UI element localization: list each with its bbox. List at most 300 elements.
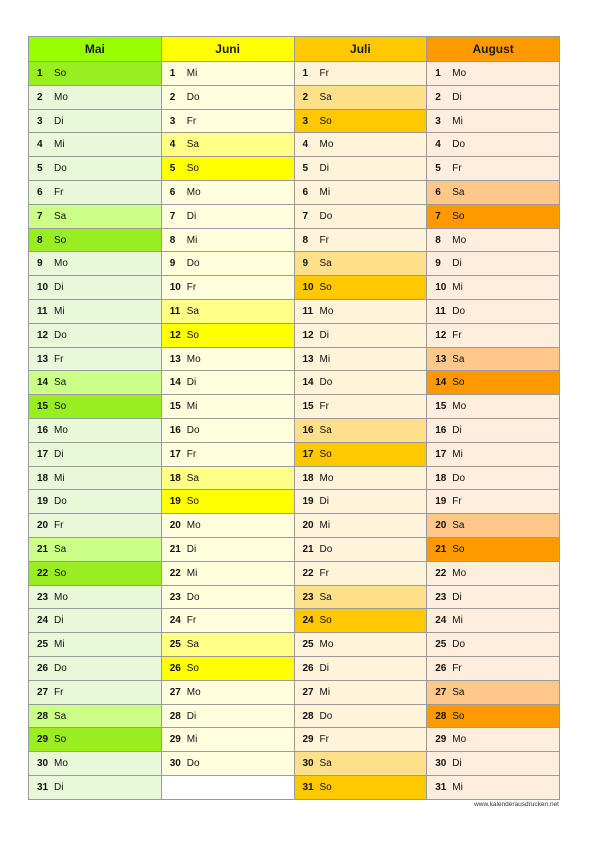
- weekday-label: Do: [319, 377, 333, 389]
- day-number: 16: [37, 424, 49, 436]
- day-cell: [162, 229, 295, 253]
- day-number: 25: [169, 639, 181, 651]
- weekday-label: So: [319, 282, 332, 294]
- month-header: Mai: [29, 37, 162, 62]
- day-cell: [29, 324, 162, 348]
- weekday-label: Mo: [319, 472, 334, 484]
- day-cell: [295, 586, 428, 610]
- month-column-juni: [162, 37, 295, 800]
- day-number: 27: [435, 686, 447, 698]
- weekday-label: Mi: [54, 639, 65, 651]
- weekday-label: Sa: [319, 258, 332, 270]
- day-cell: [295, 62, 428, 86]
- day-number: 22: [435, 567, 447, 579]
- day-cell: [29, 562, 162, 586]
- day-number: 31: [37, 781, 49, 793]
- day-cell: [427, 252, 560, 276]
- day-number: 4: [302, 139, 309, 151]
- day-number: 7: [302, 210, 309, 222]
- day-number: 20: [302, 520, 314, 532]
- day-number: 20: [37, 520, 49, 532]
- weekday-label: Sa: [452, 686, 465, 698]
- day-cell: [29, 538, 162, 562]
- weekday-label: Do: [452, 139, 466, 151]
- day-cell: [29, 419, 162, 443]
- day-cell: [295, 157, 428, 181]
- weekday-label: Mo: [186, 186, 201, 198]
- month-header: Juli: [295, 37, 428, 62]
- day-cell: [162, 371, 295, 395]
- day-number: 19: [435, 496, 447, 508]
- day-cell: [295, 205, 428, 229]
- day-cell: [295, 490, 428, 514]
- day-number: 20: [169, 520, 181, 532]
- day-cell: [162, 252, 295, 276]
- day-number: 2: [169, 91, 176, 103]
- day-cell: [29, 205, 162, 229]
- day-cell: [162, 205, 295, 229]
- month-column-juli: [295, 37, 428, 800]
- day-number: 26: [37, 662, 49, 674]
- weekday-label: Mo: [452, 68, 467, 79]
- weekday-label: Mo: [186, 686, 201, 698]
- day-number: 3: [169, 115, 176, 127]
- weekday-label: Do: [54, 329, 67, 341]
- weekday-label: So: [452, 710, 465, 722]
- day-cell: [162, 633, 295, 657]
- day-cell: [29, 776, 162, 800]
- day-number: 10: [37, 282, 49, 294]
- day-cell: [162, 490, 295, 514]
- day-cell: [427, 467, 560, 491]
- day-cell: [427, 752, 560, 776]
- day-cell: [427, 300, 560, 324]
- weekday-label: Mi: [452, 615, 463, 627]
- day-number: 7: [435, 210, 441, 222]
- weekday-label: Mi: [319, 186, 331, 198]
- weekday-label: So: [319, 115, 332, 127]
- day-cell: [427, 728, 560, 752]
- day-number: 14: [37, 377, 49, 389]
- day-number: 23: [37, 591, 49, 603]
- day-number: 2: [435, 91, 441, 103]
- day-number: 16: [169, 424, 181, 436]
- day-cell: [295, 348, 428, 372]
- day-number: 8: [169, 234, 176, 246]
- weekday-label: Mi: [186, 734, 198, 746]
- day-number: 6: [37, 186, 43, 198]
- day-number: 14: [302, 377, 314, 389]
- day-cell: [427, 657, 560, 681]
- day-cell: [29, 157, 162, 181]
- day-cell: [29, 110, 162, 134]
- day-cell: [427, 705, 560, 729]
- day-number: 2: [302, 91, 309, 103]
- day-cell: [29, 371, 162, 395]
- day-cell: [427, 348, 560, 372]
- weekday-label: Mi: [186, 68, 198, 79]
- day-cell: [162, 562, 295, 586]
- weekday-label: So: [54, 234, 67, 246]
- day-cell: [29, 586, 162, 610]
- weekday-label: Di: [54, 615, 64, 627]
- day-number: 13: [37, 353, 49, 365]
- day-number: 29: [302, 734, 314, 746]
- day-cell: [29, 86, 162, 110]
- weekday-label: Fr: [452, 163, 462, 175]
- weekday-label: Sa: [186, 305, 199, 317]
- weekday-label: Mo: [54, 591, 68, 603]
- weekday-label: Sa: [54, 710, 67, 722]
- weekday-label: Di: [186, 377, 197, 389]
- weekday-label: So: [54, 567, 67, 579]
- day-cell: [427, 157, 560, 181]
- day-number: 26: [302, 662, 314, 674]
- weekday-label: So: [54, 401, 67, 413]
- weekday-label: Mo: [319, 139, 334, 151]
- day-number: 12: [302, 329, 314, 341]
- weekday-label: Mi: [319, 520, 331, 532]
- day-cell: [427, 633, 560, 657]
- weekday-label: Di: [452, 258, 462, 270]
- weekday-label: So: [452, 210, 465, 222]
- weekday-label: Mo: [186, 520, 201, 532]
- weekday-label: Fr: [186, 282, 197, 294]
- day-number: 30: [37, 758, 49, 770]
- weekday-label: Mo: [452, 734, 467, 746]
- day-number: 16: [435, 424, 447, 436]
- day-number: 11: [37, 305, 48, 317]
- day-number: 29: [435, 734, 447, 746]
- day-number: 24: [37, 615, 49, 627]
- day-cell: [427, 776, 560, 800]
- weekday-label: Fr: [54, 186, 64, 198]
- day-number: 25: [302, 639, 314, 651]
- day-number: 27: [169, 686, 181, 698]
- weekday-label: Mi: [54, 139, 65, 151]
- weekday-label: Sa: [319, 424, 332, 436]
- weekday-label: Mi: [54, 472, 65, 484]
- day-cell: [427, 133, 560, 157]
- weekday-label: So: [452, 377, 465, 389]
- day-cell: [162, 395, 295, 419]
- day-cell: [427, 371, 560, 395]
- day-number: 14: [435, 377, 447, 389]
- day-cell: [162, 300, 295, 324]
- day-number: 27: [302, 686, 314, 698]
- day-number: 12: [169, 329, 181, 341]
- weekday-label: Di: [319, 496, 329, 508]
- weekday-label: Di: [452, 424, 462, 436]
- weekday-label: Di: [319, 163, 329, 175]
- day-number: 25: [37, 639, 49, 651]
- day-number: 18: [169, 472, 181, 484]
- day-number: 24: [435, 615, 447, 627]
- weekday-label: Mi: [319, 686, 331, 698]
- day-number: 6: [169, 186, 176, 198]
- day-number: 22: [302, 567, 314, 579]
- day-cell: [295, 86, 428, 110]
- weekday-label: Do: [319, 210, 333, 222]
- weekday-label: So: [186, 163, 199, 175]
- day-number: 15: [435, 401, 447, 413]
- day-number: 11: [435, 305, 446, 317]
- day-cell: [427, 514, 560, 538]
- weekday-label: Do: [186, 424, 200, 436]
- day-cell: [295, 229, 428, 253]
- weekday-label: Mi: [186, 234, 198, 246]
- weekday-label: Do: [54, 163, 67, 175]
- weekday-label: Di: [186, 210, 197, 222]
- weekday-label: Mo: [319, 305, 334, 317]
- day-cell: [427, 181, 560, 205]
- weekday-label: Do: [452, 305, 466, 317]
- day-number: 21: [169, 543, 181, 555]
- weekday-label: Sa: [319, 591, 332, 603]
- day-cell: [427, 395, 560, 419]
- weekday-label: Fr: [452, 662, 462, 674]
- weekday-label: Di: [452, 591, 462, 603]
- day-cell: [295, 467, 428, 491]
- month-column-august: [427, 37, 560, 800]
- day-number: 8: [37, 234, 43, 246]
- weekday-label: Sa: [54, 543, 67, 555]
- day-number: 31: [435, 781, 447, 793]
- weekday-label: So: [319, 615, 332, 627]
- day-cell: [295, 371, 428, 395]
- day-cell: [427, 586, 560, 610]
- day-cell: [162, 609, 295, 633]
- day-number: 19: [302, 496, 314, 508]
- day-number: 9: [37, 258, 43, 270]
- weekday-label: Do: [186, 91, 200, 103]
- day-cell: [29, 609, 162, 633]
- day-cell: [29, 490, 162, 514]
- day-number: 18: [435, 472, 447, 484]
- weekday-label: Fr: [319, 68, 329, 79]
- day-cell: [29, 181, 162, 205]
- day-number: 3: [435, 115, 441, 127]
- day-number: 15: [169, 401, 181, 413]
- day-cell: [162, 133, 295, 157]
- day-cell: [29, 681, 162, 705]
- weekday-label: Do: [186, 258, 200, 270]
- day-cell: [29, 633, 162, 657]
- day-cell: [427, 562, 560, 586]
- weekday-label: Do: [186, 591, 200, 603]
- day-cell: [295, 681, 428, 705]
- weekday-label: Fr: [319, 734, 329, 746]
- day-number: 19: [169, 496, 181, 508]
- weekday-label: Sa: [54, 210, 67, 222]
- weekday-label: Di: [319, 662, 329, 674]
- weekday-label: So: [186, 496, 199, 508]
- weekday-label: Mo: [452, 401, 467, 413]
- weekday-label: Di: [54, 448, 64, 460]
- day-cell: [162, 705, 295, 729]
- weekday-label: Mo: [54, 91, 68, 103]
- day-number: 27: [37, 686, 49, 698]
- weekday-label: Fr: [452, 329, 462, 341]
- weekday-label: Do: [452, 472, 466, 484]
- day-number: 12: [37, 329, 49, 341]
- day-cell: [162, 419, 295, 443]
- weekday-label: Fr: [319, 234, 329, 246]
- day-cell: [295, 395, 428, 419]
- day-number: 1: [169, 68, 176, 79]
- day-cell: [295, 276, 428, 300]
- day-number: 23: [435, 591, 447, 603]
- day-number: 22: [169, 567, 181, 579]
- weekday-label: So: [186, 662, 199, 674]
- weekday-label: Sa: [452, 186, 465, 198]
- day-number: 12: [435, 329, 447, 341]
- day-cell: [295, 181, 428, 205]
- weekday-label: Mo: [54, 424, 68, 436]
- weekday-label: Mo: [452, 567, 467, 579]
- day-number: 17: [37, 448, 49, 460]
- day-number: 21: [37, 543, 49, 555]
- day-cell: [29, 276, 162, 300]
- weekday-label: Di: [54, 282, 64, 294]
- day-number: 4: [37, 139, 43, 151]
- month-column-mai: [29, 37, 162, 800]
- day-number: 29: [169, 734, 181, 746]
- day-number: 30: [302, 758, 314, 770]
- weekday-label: Mi: [186, 567, 198, 579]
- month-header: Juni: [162, 37, 295, 62]
- day-cell: [162, 467, 295, 491]
- day-cell: [29, 752, 162, 776]
- day-cell: [29, 705, 162, 729]
- weekday-label: So: [452, 543, 465, 555]
- footer-url: www.kalenderausdrucken.net: [474, 801, 559, 808]
- weekday-label: Mo: [186, 353, 201, 365]
- day-cell: [162, 324, 295, 348]
- day-number: 30: [435, 758, 447, 770]
- day-cell: [427, 205, 560, 229]
- weekday-label: Mi: [186, 401, 198, 413]
- weekday-label: Do: [186, 758, 200, 770]
- day-number: 6: [435, 186, 441, 198]
- day-number: 6: [302, 186, 309, 198]
- weekday-label: Sa: [452, 520, 465, 532]
- weekday-label: Sa: [319, 758, 332, 770]
- day-cell: [295, 110, 428, 134]
- day-cell: [162, 752, 295, 776]
- day-number: 29: [37, 734, 49, 746]
- weekday-label: Do: [54, 496, 67, 508]
- day-cell: [29, 395, 162, 419]
- day-cell: [162, 681, 295, 705]
- day-number: 19: [37, 496, 49, 508]
- day-number: 13: [302, 353, 314, 365]
- day-cell: [162, 514, 295, 538]
- day-number: 4: [169, 139, 176, 151]
- day-number: 17: [435, 448, 447, 460]
- day-cell: [427, 538, 560, 562]
- day-cell: [427, 86, 560, 110]
- day-cell: [29, 657, 162, 681]
- weekday-label: Do: [319, 710, 333, 722]
- day-number: 8: [435, 234, 441, 246]
- weekday-label: Di: [54, 781, 64, 793]
- day-number: 9: [302, 258, 309, 270]
- weekday-label: Fr: [186, 115, 197, 127]
- day-number: 17: [302, 448, 314, 460]
- day-number: 28: [302, 710, 314, 722]
- weekday-label: Sa: [54, 377, 67, 389]
- day-number: 24: [169, 615, 181, 627]
- day-cell: [427, 681, 560, 705]
- day-cell: [29, 514, 162, 538]
- day-cell: [162, 276, 295, 300]
- day-number: 3: [302, 115, 309, 127]
- day-number: 26: [169, 662, 181, 674]
- day-number: 25: [435, 639, 447, 651]
- weekday-label: So: [186, 329, 199, 341]
- day-cell: [162, 86, 295, 110]
- weekday-label: So: [319, 448, 332, 460]
- day-number: 23: [302, 591, 314, 603]
- weekday-label: Di: [452, 91, 462, 103]
- day-cell: [295, 300, 428, 324]
- weekday-label: Fr: [54, 520, 64, 532]
- weekday-label: Mi: [452, 448, 463, 460]
- day-cell: [29, 467, 162, 491]
- weekday-label: So: [54, 734, 67, 746]
- weekday-label: Fr: [186, 615, 197, 627]
- weekday-label: Fr: [54, 686, 64, 698]
- day-cell: [295, 562, 428, 586]
- day-number: 13: [169, 353, 181, 365]
- weekday-label: Mi: [452, 115, 463, 127]
- day-number: 5: [37, 163, 43, 175]
- day-number: 7: [169, 210, 176, 222]
- day-cell: [162, 62, 295, 86]
- day-number: 17: [169, 448, 181, 460]
- month-header: August: [427, 37, 560, 62]
- day-number: 7: [37, 210, 43, 222]
- weekday-label: Sa: [186, 472, 199, 484]
- day-number: 9: [169, 258, 176, 270]
- day-number: 4: [435, 139, 441, 151]
- day-cell: [427, 609, 560, 633]
- weekday-label: Mo: [319, 639, 334, 651]
- day-number: 13: [435, 353, 447, 365]
- day-number: 24: [302, 615, 314, 627]
- day-number: 28: [435, 710, 447, 722]
- day-number: 18: [37, 472, 49, 484]
- day-cell: [427, 324, 560, 348]
- day-number: 26: [435, 662, 447, 674]
- day-number: 5: [302, 163, 309, 175]
- weekday-label: So: [319, 781, 332, 793]
- day-number: 21: [302, 543, 314, 555]
- day-cell: [295, 776, 428, 800]
- day-cell: [29, 229, 162, 253]
- weekday-label: Di: [319, 329, 329, 341]
- weekday-label: Do: [54, 662, 67, 674]
- day-cell: [162, 157, 295, 181]
- weekday-label: Di: [186, 543, 197, 555]
- day-cell: [295, 324, 428, 348]
- weekday-label: Fr: [319, 567, 329, 579]
- day-number: 28: [169, 710, 181, 722]
- day-cell: [162, 586, 295, 610]
- day-number: 21: [435, 543, 447, 555]
- day-cell: [29, 443, 162, 467]
